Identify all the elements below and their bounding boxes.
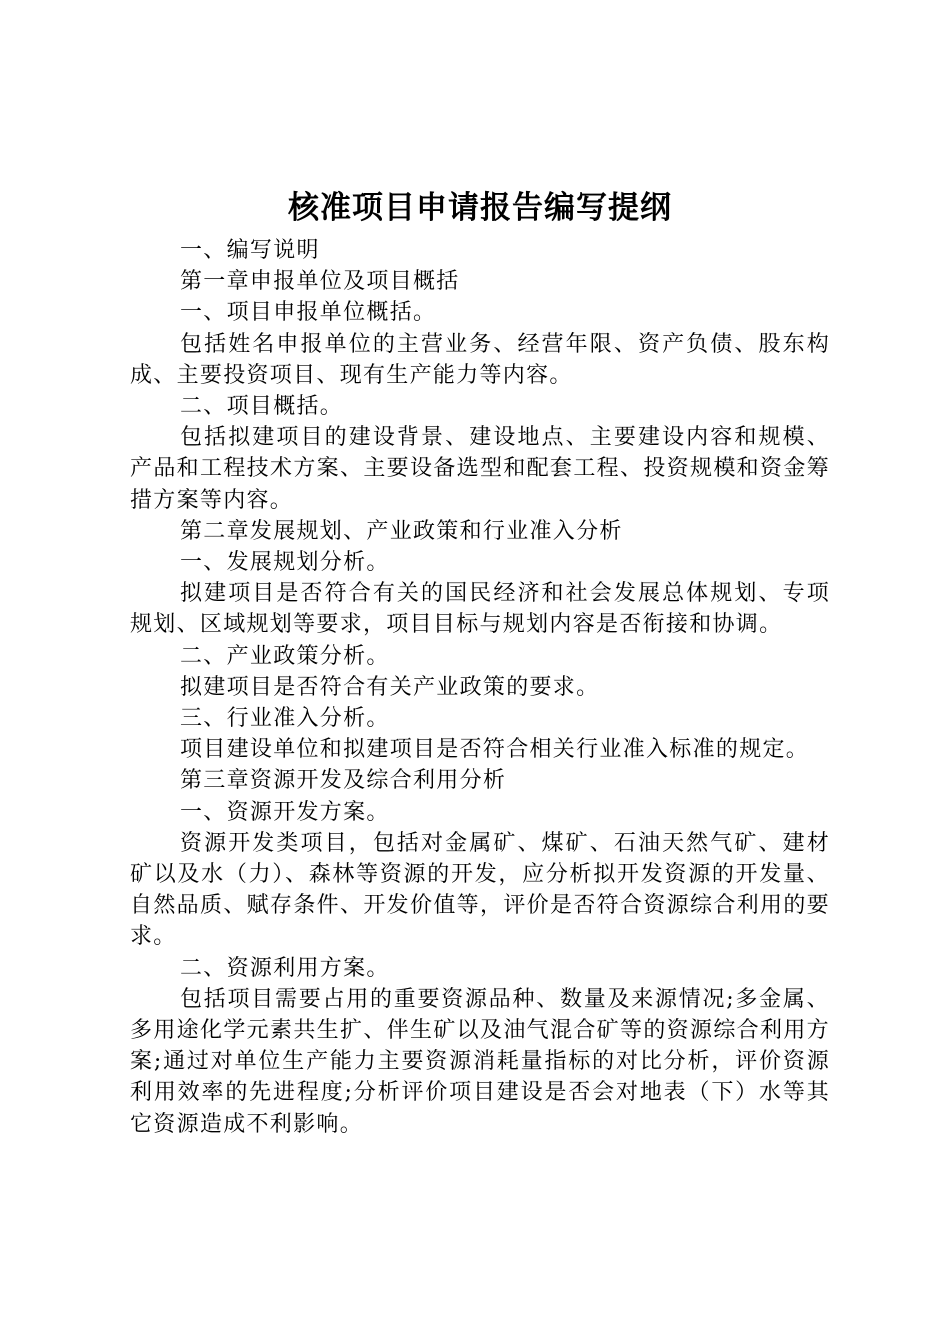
paragraph: 一、编写说明 (180, 238, 320, 263)
paragraph: 资源开发类项目，包括对金属矿、煤矿、石油天然气矿、建材矿以及水（力）、森林等资源的开发，应分析拟开发资源的开发量、自然品质、赋存条件、开发价值等，评价是否符合资源综合利用的要求。 (130, 830, 830, 950)
document-page (130, 183, 830, 1140)
paragraph: 拟建项目是否符合有关产业政策的要求。 (180, 674, 600, 700)
paragraph: 拟建项目是否符合有关的国民经济和社会发展总体规划、专项规划、区域规划等要求，项目目标与规划内容是否衔接和协调。 (130, 581, 830, 638)
paragraph: 二、项目概括。 (180, 394, 344, 420)
paragraph: 包括拟建项目的建设背景、建设地点、主要建设内容和规模、产品和工程技术方案、主要设备选型和配套工程、投资规模和资金筹措方案等内容。 (130, 425, 830, 513)
document-body (130, 235, 830, 1140)
paragraph: 一、发展规划分析。 (180, 550, 390, 576)
paragraph: 二、资源利用方案。 (180, 955, 390, 981)
paragraph: 包括项目需要占用的重要资源品种、数量及来源情况;多金属、多用途化学元素共生扩、伴生矿以及油气混合矿等的资源综合利用方案;通过对单位生产能力主要资源消耗量指标的对比分析，评价资源利用效率的先进程度;分析评价项目建设是否会对地表（下）水等其它资源造成不利影响。 (130, 986, 830, 1137)
paragraph: 项目建设单位和拟建项目是否符合相关行业准入标准的规定。 (180, 737, 810, 763)
paragraph: 一、项目申报单位概括。 (180, 300, 437, 326)
paragraph: 第一章申报单位及项目概括 (180, 269, 460, 295)
paragraph: 二、产业政策分析。 (180, 643, 390, 669)
paragraph: 第二章发展规划、产业政策和行业准入分析 (180, 518, 623, 544)
paragraph: 三、行业准入分析。 (180, 706, 390, 732)
document-title: 核准项目申请报告编写提纲 (288, 190, 672, 226)
paragraph: 一、资源开发方案。 (180, 799, 390, 825)
paragraph: 第三章资源开发及综合利用分析 (180, 768, 507, 794)
paragraph: 包括姓名申报单位的主营业务、经营年限、资产负债、股东构成、主要投资项目、现有生产能力等内容。 (130, 331, 830, 388)
